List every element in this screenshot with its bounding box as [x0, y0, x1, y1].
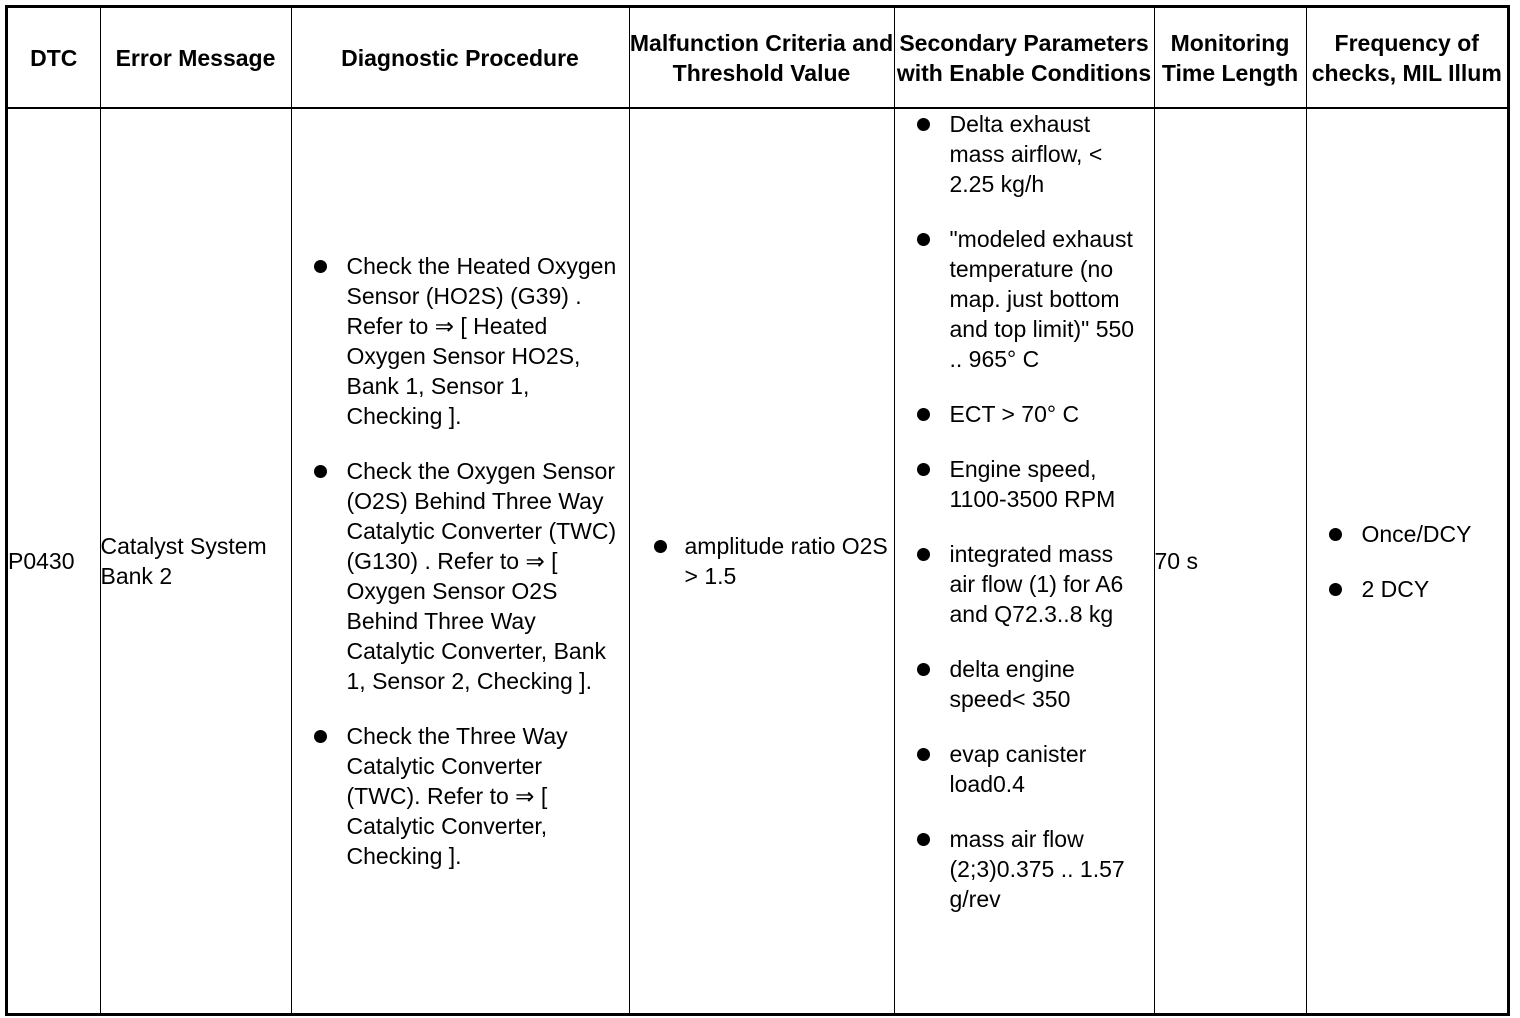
bullet-icon: [1329, 583, 1342, 596]
list-item: [292, 251, 629, 431]
list-item: [895, 739, 1154, 799]
frequency-list: [1307, 519, 1508, 604]
list-item-text: Once/DCY: [1361, 520, 1472, 547]
malfunction-criteria-list: [630, 531, 894, 591]
dtc-code: P0430: [8, 108, 100, 1013]
bullet-icon: [917, 663, 930, 676]
malfunction-criteria-cell: [629, 108, 894, 1013]
header-dtc: DTC: [8, 8, 100, 108]
secondary-parameters-cell: [894, 108, 1154, 1013]
list-item: [1307, 519, 1508, 549]
list-item: [895, 454, 1154, 514]
list-item-text: 2 DCY: [1361, 575, 1430, 602]
list-item: [292, 456, 629, 696]
bullet-icon: [654, 540, 667, 553]
header-frequency: Frequency of checks, MIL Illum: [1306, 8, 1507, 108]
bullet-icon: [314, 260, 327, 273]
list-item: [895, 109, 1154, 199]
bullet-icon: [314, 465, 327, 478]
list-item-text: ECT > 70° C: [949, 401, 1080, 427]
list-item-text: Check the Heated Oxygen Sensor (HO2S) (G39) . Refer to ⇒ [ Heated Oxygen Sensor HO2S, Bank 1, Sensor 1, Checking ].: [346, 253, 617, 429]
bullet-icon: [314, 730, 327, 743]
header-malfunction-criteria: Malfunction Criteria and Threshold Value: [629, 8, 894, 108]
list-item-text: mass air flow (2;3)0.375 .. 1.57 g/rev: [949, 826, 1125, 912]
dtc-table: [8, 8, 1507, 1013]
secondary-parameters-list: [895, 109, 1154, 914]
list-item-text: amplitude ratio O2S > 1.5: [684, 533, 888, 589]
list-item: [895, 654, 1154, 714]
list-item-text: Engine speed, 1100-3500 RPM: [949, 456, 1116, 512]
bullet-icon: [1329, 528, 1342, 541]
header-secondary-parameters: Secondary Parameters with Enable Conditions: [894, 8, 1154, 108]
monitoring-time: 70 s: [1154, 108, 1306, 1013]
list-item-text: evap canister load0.4: [949, 741, 1087, 797]
bullet-icon: [917, 833, 930, 846]
error-message: Catalyst System Bank 2: [100, 108, 291, 1013]
list-item: [895, 399, 1154, 429]
list-item-text: delta engine speed< 350: [949, 656, 1075, 712]
list-item: [895, 824, 1154, 914]
list-item-text: "modeled exhaust temperature (no map. just bottom and top limit)" 550 .. 965° C: [949, 226, 1135, 372]
bullet-icon: [917, 548, 930, 561]
header-row: [8, 8, 1507, 108]
header-monitoring-time: Monitoring Time Length: [1154, 8, 1306, 108]
list-item-text: Delta exhaust mass airflow, < 2.25 kg/h: [949, 111, 1103, 197]
list-item: [895, 224, 1154, 374]
diagnostic-procedure-list: [292, 251, 629, 871]
bullet-icon: [917, 408, 930, 421]
diagnostic-procedure-cell: [291, 108, 629, 1013]
bullet-icon: [917, 748, 930, 761]
list-item-text: Check the Oxygen Sensor (O2S) Behind Three Way Catalytic Converter (TWC) (G130) . Refer to ⇒ [ Oxygen Sensor O2S Behind Three Way Catalytic Converter, Bank 1, Sensor 2, Checking ].: [346, 458, 617, 694]
table-row: [8, 108, 1507, 1013]
list-item: [292, 721, 629, 871]
list-item: [895, 539, 1154, 629]
list-item-text: integrated mass air flow (1) for A6 and Q72.3..8 kg: [949, 541, 1124, 627]
frequency-cell: [1306, 108, 1507, 1013]
header-diagnostic-procedure: Diagnostic Procedure: [291, 8, 629, 108]
dtc-table-frame: [5, 5, 1510, 1016]
list-item: [630, 531, 894, 591]
bullet-icon: [917, 118, 930, 131]
bullet-icon: [917, 463, 930, 476]
list-item: [1307, 574, 1508, 604]
bullet-icon: [917, 233, 930, 246]
list-item-text: Check the Three Way Catalytic Converter (TWC). Refer to ⇒ [ Catalytic Converter, Checking ].: [346, 723, 568, 869]
header-error-message: Error Message: [100, 8, 291, 108]
